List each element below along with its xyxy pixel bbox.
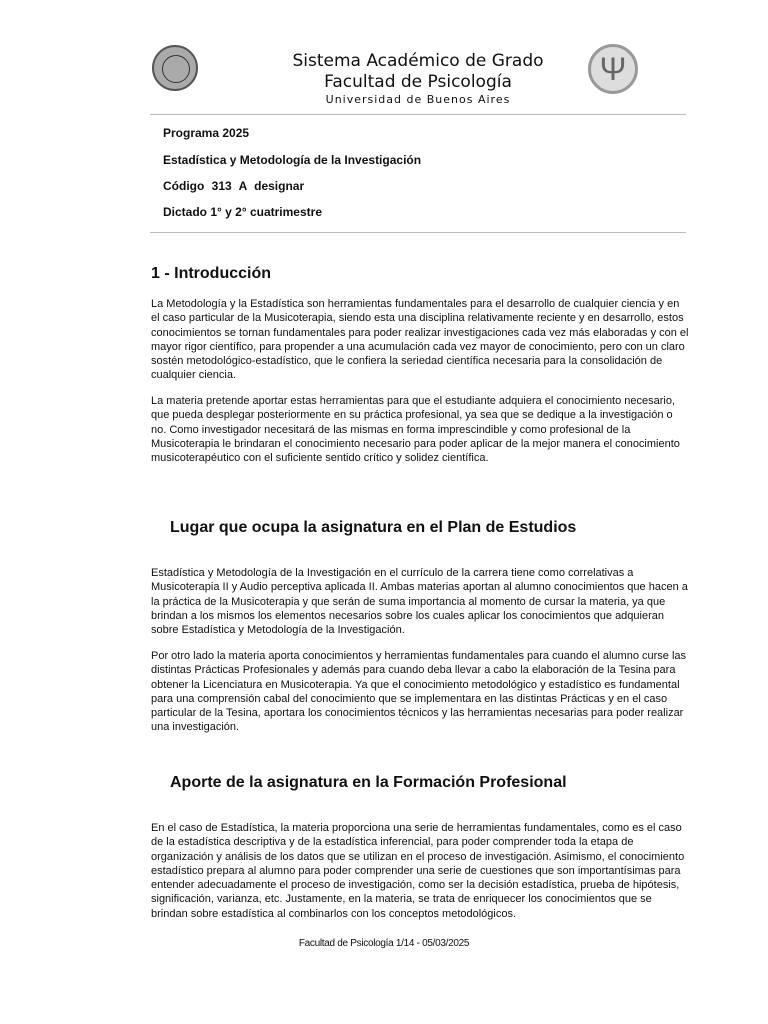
header-university: Universidad de Buenos Aires [325,93,511,106]
psychology-psi-logo: Ψ [588,44,638,94]
paragraph: Estadística y Metodología de la Investigación en el currículo de la carrera tiene como correlativas a Musicoterapia II y Audio perceptiva aplicada II. Ambas materias aportan al alumno conocimientos que hacen a la práctica de la Musicoterapia y que serán de suma importancia al momento de cursar la materia, ya que brindan a los mismos los elementos necesarios sobre los cuales aplicar los conocimientos que adquieran sobre Estadística y Metodología de la Investigación. [151,567,688,637]
section-title-introduction: 1 - Introducción [151,265,271,282]
header-subtitle: Facultad de Psicología [324,72,512,92]
course-term: Dictado 1° y 2° cuatrimestre [163,205,322,219]
header-divider [150,114,686,115]
paragraph: La Metodología y la Estadística son herramientas fundamentales para el desarrollo de cualquier ciencia y en el caso particular de la Musicoterapia, siendo esta una disciplina relativamente reciente y en desarrollo, estos conocimientos se tornan fundamentales para poder realizar investigaciones cada vez más elaboradas y con el mayor rigor científico, para propender a una acumulación cada vez mayor de conocimiento, pero con un claro sostén metodológico-estadístico, que le confiera la seriedad científica necesaria para la consolidación de cualquier ciencia. [151,298,689,382]
course-code: Código 313 A designar [163,179,305,193]
header-title: Sistema Académico de Grado [292,51,544,71]
section-title-formation: Aporte de la asignatura en la Formación Profesional [170,774,567,791]
course-name: Estadística y Metodología de la Investigación [163,153,422,167]
paragraph: Por otro lado la materia aporta conocimientos y herramientas fundamentales para cuando el alumno curse las distintas Prácticas Profesionales y además para cuando deba llevar a cabo la elaboración de la Tesina para obtener la Licenciatura en Musicoterapia. Ya que el conocimiento metodológico y estadístico es fundamental para una comprensión cabal del conocimiento que se implementara en las distintas Prácticas y en el caso particular de la Tesina, aportara los conocimientos técnicos y las herramientas necesarias para poder realizar una investigación. [151,650,687,734]
info-divider [150,232,686,233]
section-title-plan: Lugar que ocupa la asignatura en el Plan de Estudios [170,519,577,536]
program-year: Programa 2025 [163,126,250,140]
paragraph: En el caso de Estadística, la materia proporciona una serie de herramientas fundamentales, como es el caso de la estadística descriptiva y de la estadística inferencial, para poder comprender toda la etapa de organización y análisis de los datos que se utilizan en el proceso de investigación. Asimismo, el conocimiento estadístico prepara al alumno para poder comprender una serie de cuestiones que son importantísimas para entender adecuadamente el proceso de investigación, como ser la decisión estadística, prueba de hipótesis, significación, varianza, etc. Justamente, en la materia, se trata de enriquecer los conocimientos que se brindan sobre estadística al combinarlos con los conceptos metodológicos. [151,822,685,920]
page-footer: Facultad de Psicología 1/14 - 05/03/2025 [298,938,470,949]
page-header [150,42,686,114]
paragraph: La materia pretende aportar estas herramientas para que el estudiante adquiera el conocimiento necesario, que pueda desplegar posteriormente en su práctica profesional, ya sea que se dedique a la investigación o no. Como investigador necesitará de las mismas en forma imprescindible y como profesional de la Musicoterapia le brindaran el conocimiento necesario para poder aplicar de la mejor manera el conocimiento musicoterapéutico con el suficiente sentido crítico y solidez científica. [151,395,680,465]
